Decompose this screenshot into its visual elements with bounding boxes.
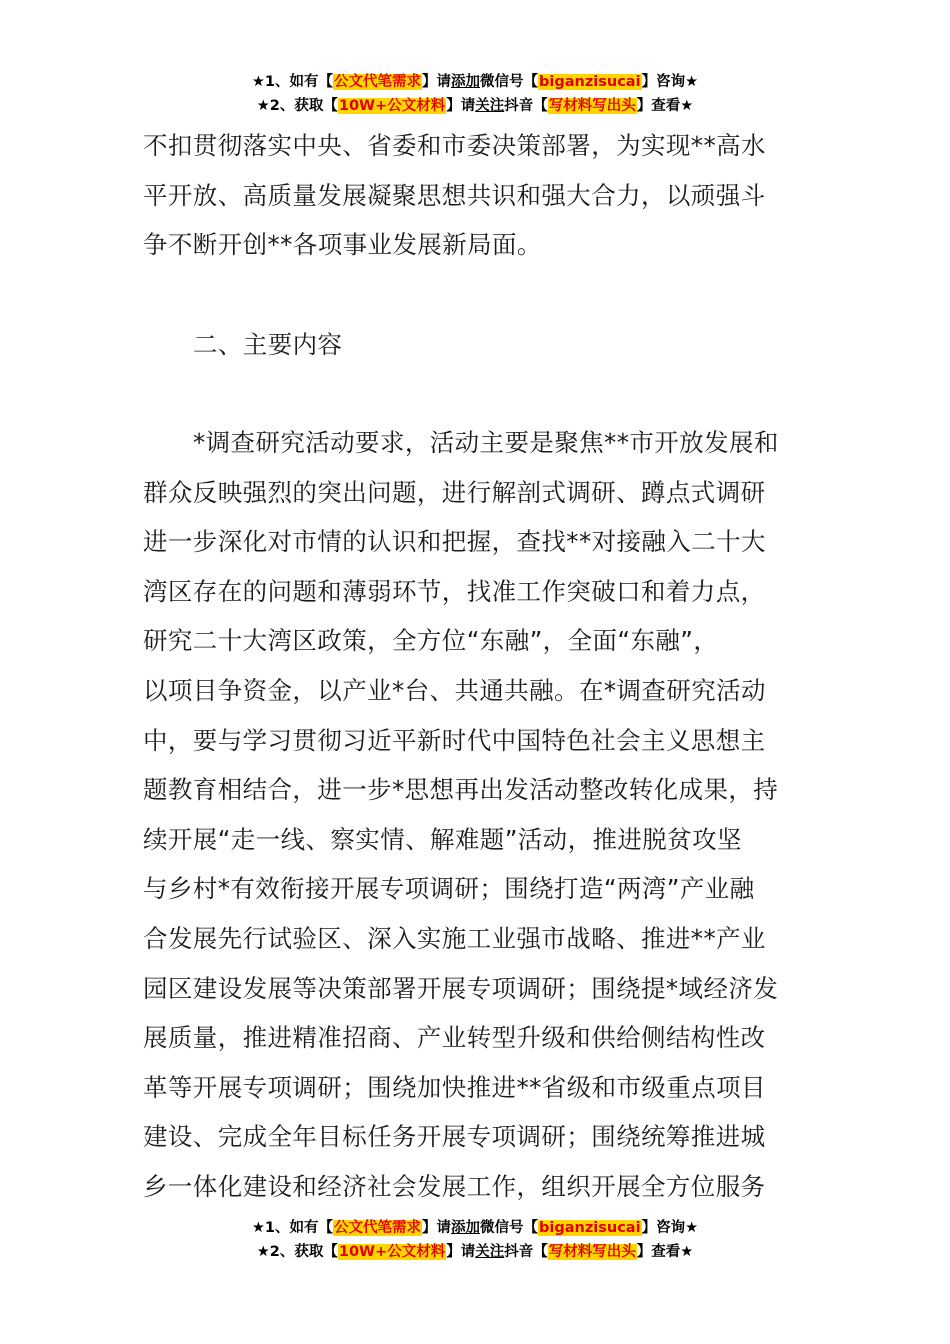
text-line: 合发展先行试验区、深入实施工业强市战略、推进**产业 [143,923,766,953]
text-line: 与乡村*有效衔接开展专项调研；围绕打造“两湾”产业融 [143,874,755,904]
banner-line-1: ★1、如有【公文代笔需求】请添加微信号【biganzisucai】咨询★ [251,74,699,90]
top-banner [0,70,950,118]
text-line: 以项目争资金，以产业*台、共通共融。在*调查研究活动 [143,675,766,705]
text-line: 湾区存在的问题和薄弱环节，找准工作突破口和着力点， [143,576,766,606]
content-paragraph [143,418,807,1212]
highlight-materials: 10W+公文材料 [338,1244,446,1260]
bottom-banner [0,1216,950,1264]
text-line: 争不断开创**各项事业发展新局面。 [143,230,542,260]
text-line: 乡一体化建设和经济社会发展工作，组织开展全方位服务 [143,1171,766,1201]
highlight-materials: 10W+公文材料 [338,98,446,114]
highlight-ghostwriting: 公文代笔需求 [334,1220,422,1236]
text-line: 题教育相结合，进一步*思想再出发活动整改转化成果，持 [143,775,779,805]
highlight-wechat-id: biganzisucai [539,74,641,90]
text-line: 革等开展专项调研；围绕加快推进**省级和市级重点项目 [143,1072,766,1102]
text-line: 续开展“走一线、察实情、解难题”活动，推进脱贫攻坚 [143,824,742,854]
text-line: 群众反映强烈的突出问题，进行解剖式调研、蹲点式调研 [143,477,766,507]
text-line: 园区建设发展等决策部署开展专项调研；围绕提*域经济发 [143,973,779,1003]
intro-paragraph [143,121,807,270]
section-heading: 二、主要内容 [193,330,343,359]
highlight-ghostwriting: 公文代笔需求 [334,74,422,90]
banner-line-2: ★2、获取【10W+公文材料】请关注抖音【写材料写出头】查看★ [256,1244,694,1260]
text-line: 建设、完成全年目标任务开展专项调研；围绕统筹推进城 [143,1122,766,1152]
text-line: 平开放、高质量发展凝聚思想共识和强大合力，以顽强斗 [143,180,766,210]
banner-line-1: ★1、如有【公文代笔需求】请添加微信号【biganzisucai】咨询★ [251,1220,699,1236]
banner-line-2: ★2、获取【10W+公文材料】请关注抖音【写材料写出头】查看★ [256,98,694,114]
text-line: 研究二十大湾区政策，全方位“东融”，全面“东融”， [143,626,719,656]
text-line: 进一步深化对市情的认识和把握，查找**对接融入二十大 [143,527,766,557]
highlight-douyin: 写材料写出头 [548,1244,636,1260]
text-line: 展质量，推进精准招商、产业转型升级和供给侧结构性改 [143,1023,766,1053]
highlight-douyin: 写材料写出头 [548,98,636,114]
text-line: 中，要与学习贯彻习近平新时代中国特色社会主义思想主 [143,725,766,755]
highlight-wechat-id: biganzisucai [539,1220,641,1236]
text-line: *调查研究活动要求，活动主要是聚焦**市开放发展和 [193,428,779,457]
text-line: 不扣贯彻落实中央、省委和市委决策部署，为实现**高水 [143,131,766,160]
